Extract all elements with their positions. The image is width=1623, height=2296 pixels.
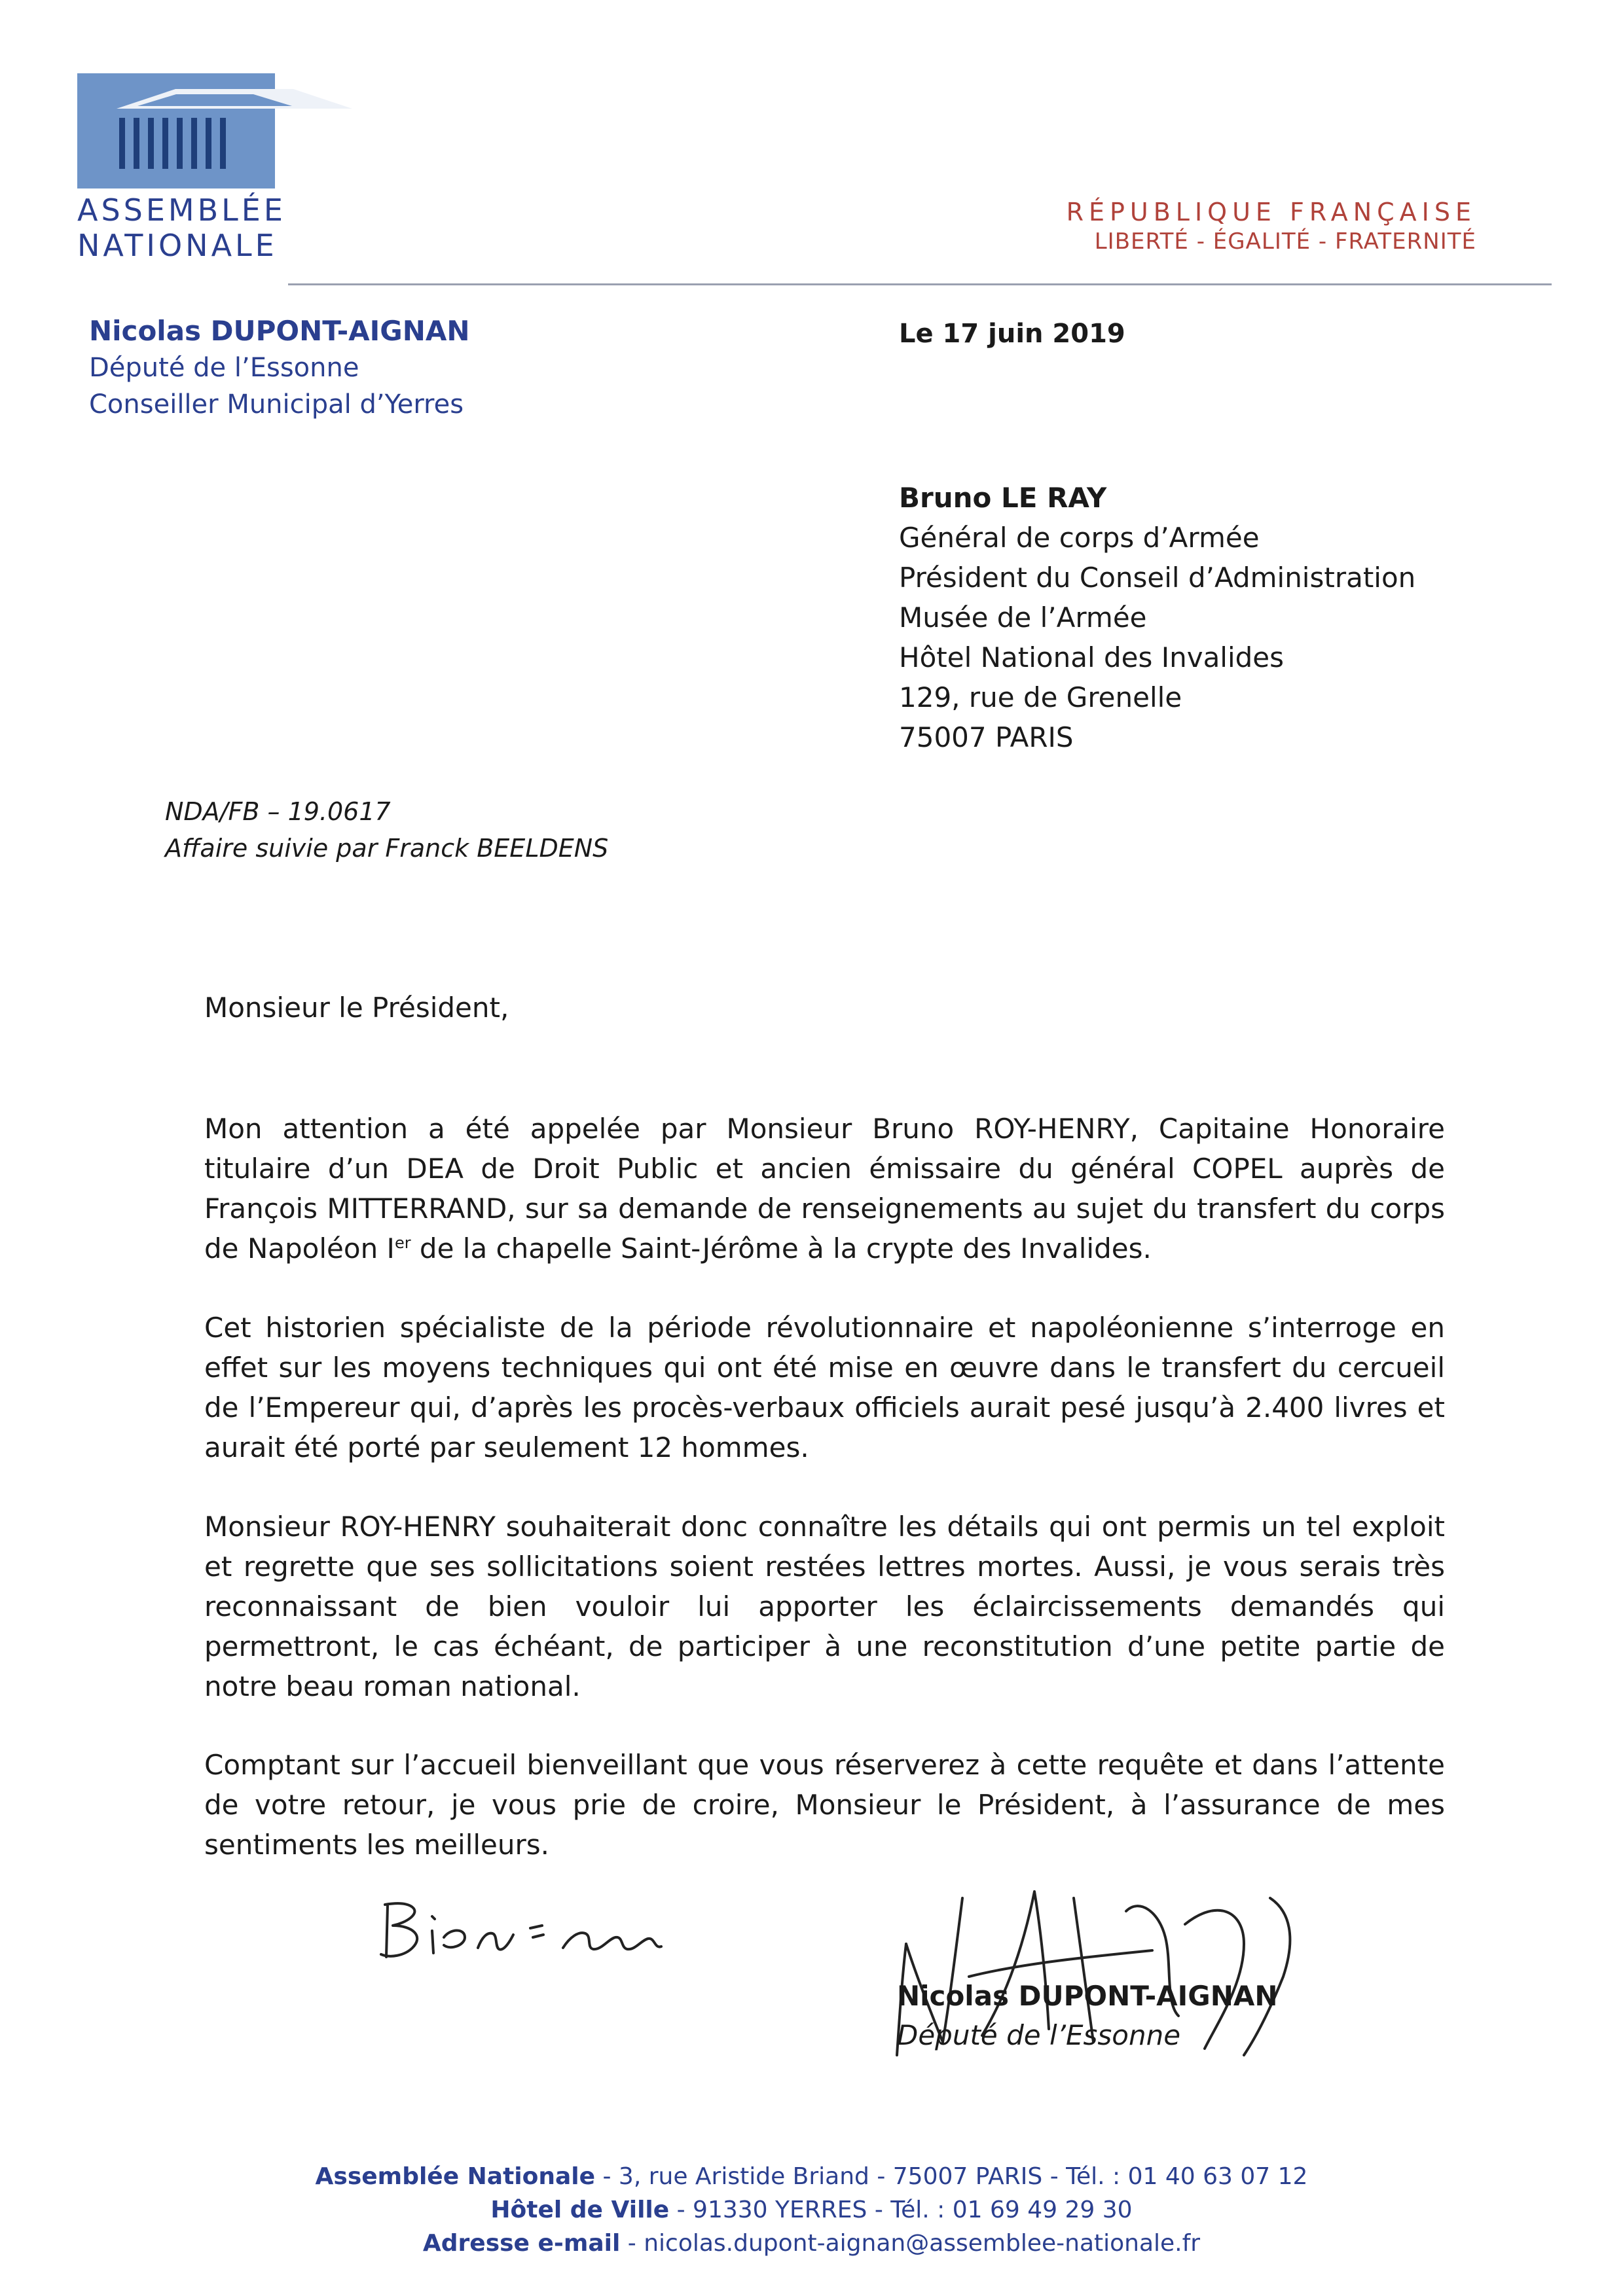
footer-line-2 <box>0 2193 1623 2227</box>
signer-title: Député de l’Essonne <box>897 2019 1181 2051</box>
footer <box>0 2160 1623 2260</box>
republic-motto: LIBERTÉ - ÉGALITÉ - FRATERNITÉ <box>1094 228 1476 255</box>
sender-title: Député de l’Essonne <box>89 353 359 383</box>
footer-email[interactable]: - nicolas.dupont-aignan@assemblee-nationale.fr <box>620 2230 1201 2257</box>
body-paragraph-1 <box>204 1109 1445 1268</box>
superscript: er <box>394 1234 411 1252</box>
assemblee-logo <box>77 73 275 188</box>
paragraph-text: Comptant sur l’accueil bienveillant que vous réserverez à cette requête et dans l’attente de votre retour, je vous prie de croire, Monsieur le Président, à l’assurance de mes sentiments les meilleurs. <box>204 1749 1445 1861</box>
logo-wordmark <box>77 192 287 263</box>
reference-code: NDA/FB – 19.0617 <box>165 797 391 826</box>
recipient-line: Général de corps d’Armée <box>899 522 1260 554</box>
logo-pediment-inner <box>137 94 292 106</box>
paragraph-text-part: Mon attention a été appelée par Monsieur Bruno ROY-HENRY, Capitaine Honoraire titulaire d’un DEA de Droit Public et ancien émissaire du général COPEL auprès de François MITTERRAND, sur sa demande de renseignements au sujet du transfert du corps de Napoléon I <box>204 1113 1445 1265</box>
footer-label: Assemblée Nationale <box>315 2163 596 2190</box>
recipient-line: Musée de l’Armée <box>899 601 1147 634</box>
logo-line2: NATIONALE <box>77 228 278 263</box>
republic-heading: RÉPUBLIQUE FRANÇAISE <box>1066 198 1476 226</box>
body-paragraph-2 <box>204 1308 1445 1467</box>
reference-block <box>165 793 608 867</box>
footer-label: Adresse e-mail <box>422 2230 621 2257</box>
paragraph-text-part: de la chapelle Saint-Jérôme à la crypte des Invalides. <box>410 1232 1152 1265</box>
paragraph-text: Monsieur ROY-HENRY souhaiterait donc connaître les détails qui ont permis un tel exploit et regrette que ses sollicitations soient restées lettres mortes. Aussi, je vous serais très reconnaissant de bien vouloir lui apporter les éclaircissements demandés qui permettront, le cas échéant, de participer à une reconstitution d’une petite partie de notre beau roman national. <box>204 1511 1445 1702</box>
salutation: Monsieur le Président, <box>204 992 509 1024</box>
handwritten-note <box>367 1885 720 1977</box>
footer-line-3 <box>0 2227 1623 2260</box>
body-paragraph-4 <box>204 1745 1445 1865</box>
footer-text: - 91330 YERRES - Tél. : 01 69 49 29 30 <box>669 2197 1133 2223</box>
recipient-name: Bruno LE RAY <box>899 482 1107 514</box>
footer-label: Hôtel de Ville <box>490 2197 670 2223</box>
paragraph-text: Cet historien spécialiste de la période révolutionnaire et napoléonienne s’interroge en effet sur les moyens techniques qui ont été mise en œuvre dans le transfert du cercueil de l’Empereur qui, d’après les procès-verbaux officiels aurait pesé jusqu’à 2.400 livres et aurait été porté par seulement 12 hommes. <box>204 1312 1445 1463</box>
logo-line1: ASSEMBLÉE <box>77 192 286 228</box>
footer-text: - 3, rue Aristide Briand - 75007 PARIS - Tél. : 01 40 63 07 12 <box>595 2163 1308 2190</box>
signer-name: Nicolas DUPONT-AIGNAN <box>897 1980 1278 2012</box>
header-divider <box>288 283 1552 285</box>
signer-block <box>897 1977 1278 2055</box>
logo-columns-icon <box>117 118 236 178</box>
sender-name: Nicolas DUPONT-AIGNAN <box>89 315 470 347</box>
recipient-block <box>899 478 1415 757</box>
recipient-line: 75007 PARIS <box>899 721 1074 753</box>
recipient-line: Hôtel National des Invalides <box>899 641 1285 673</box>
reference-followed-by: Affaire suivie par Franck BEELDENS <box>165 834 609 863</box>
sender-title-2: Conseiller Municipal d’Yerres <box>89 389 464 420</box>
recipient-line: Président du Conseil d’Administration <box>899 562 1416 594</box>
letter-date: Le 17 juin 2019 <box>899 319 1125 349</box>
recipient-line: 129, rue de Grenelle <box>899 681 1182 713</box>
sender-block <box>89 313 470 423</box>
body-paragraph-3 <box>204 1507 1445 1706</box>
paragraph-text <box>204 1109 1445 1268</box>
footer-line-1 <box>0 2160 1623 2193</box>
